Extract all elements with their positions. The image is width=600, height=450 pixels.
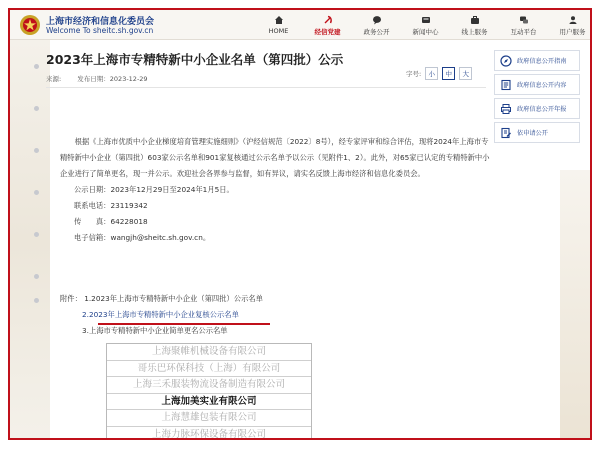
attachment-link[interactable]: 1.2023年上海市专精特新中小企业（第四批）公示名单 [84, 294, 263, 303]
highlight-underline [98, 323, 270, 325]
nav-item-label: 经信党建 [314, 28, 341, 36]
article-meta [46, 74, 162, 83]
contact-fax: 传 真：64228018 [74, 217, 148, 226]
decorative-background-right [560, 170, 590, 440]
nav-item-label: 新闻中心 [412, 28, 439, 36]
home-icon [274, 15, 284, 25]
info-disclosure-sidebar [494, 50, 580, 146]
contact-email[interactable]: 电子信箱：wangjh@sheitc.sh.gov.cn。 [74, 233, 211, 242]
font-size-switcher [406, 67, 472, 80]
font-size-medium-button[interactable]: 中 [442, 67, 455, 80]
decorative-dot [34, 274, 39, 279]
font-size-label: 字号: [406, 70, 422, 78]
article-paragraph: 根据《上海市优质中小企业梯度培育管理实施细则》（沪经信规范〔2022〕8号），经专家评审和综合评估，现将2024年上海市专精特新中小企业（第四批）603家公示名单和901家复核通过公示名单予以公示（见附件1、2）。此外，对65家已认定的专精特新中小企业进行了简单更名，现一并公示。欢迎社会各界参与监督，如有异议，请实名反馈上海市经济和信息化委员会。 [60, 137, 490, 178]
nav-item-label: 用户服务 [559, 28, 586, 36]
nav-item-party-building[interactable] [303, 10, 352, 40]
company-row: 上海慧雄包装有限公司 [107, 410, 311, 427]
font-size-large-button[interactable]: 大 [459, 67, 472, 80]
sidebar-item-apply-disclosure[interactable] [494, 122, 580, 143]
nav-item-label: 政务公开 [363, 28, 390, 36]
sidebar-item-label: 政府信息公开年报 [517, 106, 567, 113]
document-list-icon [500, 79, 512, 91]
government-emblem-icon [18, 14, 42, 36]
sidebar-item-label: 依申请公开 [517, 130, 548, 137]
decorative-dot [34, 64, 39, 69]
main-nav [254, 10, 592, 40]
embedded-company-list-image [106, 343, 312, 440]
nav-item-label: 线上服务 [461, 28, 488, 36]
decorative-dot [34, 298, 39, 303]
sidebar-item-annual-report[interactable] [494, 98, 580, 119]
nav-item-user-service[interactable] [548, 10, 592, 40]
attachment-link[interactable]: 2.2023年上海市专精特新中小企业复核公示名单 [82, 310, 239, 319]
chat-bubble-icon [372, 15, 382, 25]
compass-icon [500, 55, 512, 67]
nav-item-home[interactable] [254, 10, 303, 40]
edit-form-icon [500, 127, 512, 139]
sidebar-item-guide[interactable] [494, 50, 580, 71]
contact-phone: 联系电话：23119342 [74, 201, 148, 210]
decorative-dot [34, 232, 39, 237]
org-subtitle: Welcome To sheitc.sh.gov.cn [46, 26, 154, 35]
nav-item-news[interactable] [401, 10, 450, 40]
decorative-dot [34, 106, 39, 111]
briefcase-icon [470, 15, 480, 25]
printer-icon [500, 103, 512, 115]
font-size-small-button[interactable]: 小 [425, 67, 438, 80]
publish-date: 发布日期：2023-12-29 [77, 75, 148, 83]
nav-item-label: HOME [268, 27, 289, 35]
company-row: 上海加美实业有限公司 [107, 394, 311, 411]
nav-item-gov-info[interactable] [352, 10, 401, 40]
sidebar-item-label: 政府信息公开指南 [517, 58, 567, 65]
org-name[interactable]: 上海市经济和信息化委员会 [46, 17, 155, 27]
sidebar-item-content[interactable] [494, 74, 580, 95]
browser-frame [8, 8, 592, 440]
attachment-list [60, 291, 263, 339]
site-header [10, 10, 590, 40]
party-emblem-icon [323, 15, 333, 25]
decorative-dot [34, 148, 39, 153]
notice-period: 公示日期：2023年12月29日至2024年1月5日。 [74, 185, 234, 194]
nav-item-interaction[interactable] [499, 10, 548, 40]
attachments-label: 附件： [60, 294, 82, 303]
divider [46, 87, 486, 88]
source-label: 来源: [46, 75, 62, 83]
decorative-background-left [10, 40, 50, 440]
user-service-icon [568, 15, 578, 25]
company-row: 哥乐巴环保科技（上海）有限公司 [107, 361, 311, 378]
company-row: 上海三禾服装物流设备制造有限公司 [107, 377, 311, 394]
news-icon [421, 15, 431, 25]
nav-item-label: 互动平台 [510, 28, 537, 36]
nav-item-online-service[interactable] [450, 10, 499, 40]
article-body [60, 134, 490, 246]
company-row: 上海力脉环保设备有限公司 [151, 428, 266, 440]
company-row: 上海聚帷机械设备有限公司 [107, 344, 311, 361]
decorative-dot [34, 190, 39, 195]
sidebar-item-label: 政府信息公开内容 [517, 82, 567, 89]
attachment-link[interactable]: 3.上海市专精特新中小企业简单更名公示名单 [82, 326, 228, 335]
page-title: 2023年上海市专精特新中小企业名单（第四批）公示 [46, 52, 344, 67]
dialogue-icon [519, 15, 529, 25]
